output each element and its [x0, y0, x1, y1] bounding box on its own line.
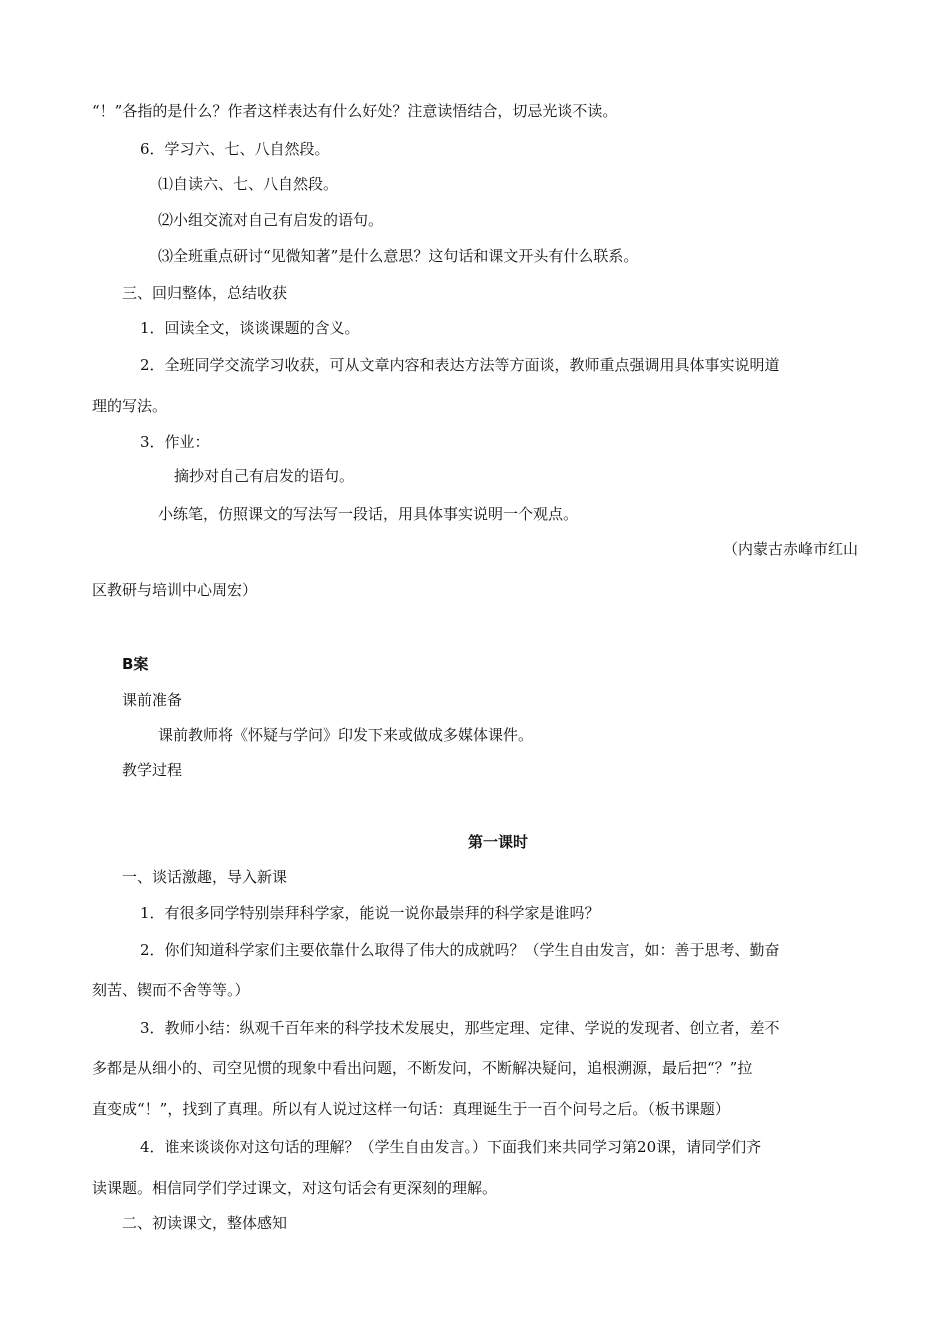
paragraph-line: 刻苦、锲而不舍等等。） — [92, 981, 250, 999]
paragraph-line: 小练笔，仿照课文的写法写一段话，用具体事实说明一个观点。 — [158, 505, 579, 523]
list-item: 4．谁来谈谈你对这句话的理解？（学生自由发言。）下面我们来共同学习第20课，请同学们齐 — [140, 1138, 762, 1156]
paragraph-line: 摘抄对自己有启发的语句。 — [174, 467, 355, 485]
list-item: 6．学习六、七、八自然段。 — [140, 140, 330, 158]
paragraph-line: “！”各指的是什么？作者这样表达有什么好处？注意读悟结合，切忌光谈不读。 — [92, 102, 618, 120]
list-item: 1．有很多同学特别崇拜科学家，能说一说你最崇拜的科学家是谁吗？ — [140, 904, 600, 922]
list-item: 3．教师小结：纵观千百年来的科学技术发展史，那些定理、定律、学说的发现者、创立者，差不 — [140, 1019, 780, 1037]
list-item: ⑶全班重点研讨“见微知著”是什么意思？这句话和课文开头有什么联系。 — [158, 247, 639, 265]
section-heading: 二、初读课文，整体感知 — [122, 1214, 288, 1232]
list-item: ⑴自读六、七、八自然段。 — [158, 175, 339, 193]
subheading: 教学过程 — [122, 761, 183, 779]
subheading: 课前准备 — [122, 691, 183, 709]
section-heading: 一、谈话激趣，导入新课 — [122, 868, 288, 886]
list-item: 2．你们知道科学家们主要依靠什么取得了伟大的成就吗？（学生自由发言，如：善于思考、勤奋 — [140, 941, 780, 959]
author-credit: 区教研与培训中心周宏） — [92, 581, 258, 599]
lesson-title: 第一课时 — [468, 833, 529, 851]
list-item: ⑵小组交流对自己有启发的语句。 — [158, 211, 384, 229]
paragraph-line: 多都是从细小的、司空见惯的现象中看出问题，不断发问，不断解决疑问，追根溯源，最后把“？”拉 — [92, 1059, 753, 1077]
section-title: B案 — [122, 655, 149, 673]
list-item: 2．全班同学交流学习收获，可从文章内容和表达方法等方面谈，教师重点强调用具体事实说明道 — [140, 356, 780, 374]
paragraph-line: 读课题。相信同学们学过课文，对这句话会有更深刻的理解。 — [92, 1179, 498, 1197]
paragraph-line: 课前教师将《怀疑与学问》印发下来或做成多媒体课件。 — [158, 726, 534, 744]
list-item: 1．回读全文，谈谈课题的含义。 — [140, 319, 360, 337]
author-credit: （内蒙古赤峰市红山 — [722, 540, 858, 558]
paragraph-line: 理的写法。 — [92, 397, 168, 415]
list-item: 3．作业： — [140, 433, 210, 451]
section-heading: 三、回归整体，总结收获 — [122, 284, 288, 302]
paragraph-line: 直变成“！”，找到了真理。所以有人说过这样一句话：真理诞生于一百个问号之后。（板书课题） — [92, 1100, 730, 1118]
